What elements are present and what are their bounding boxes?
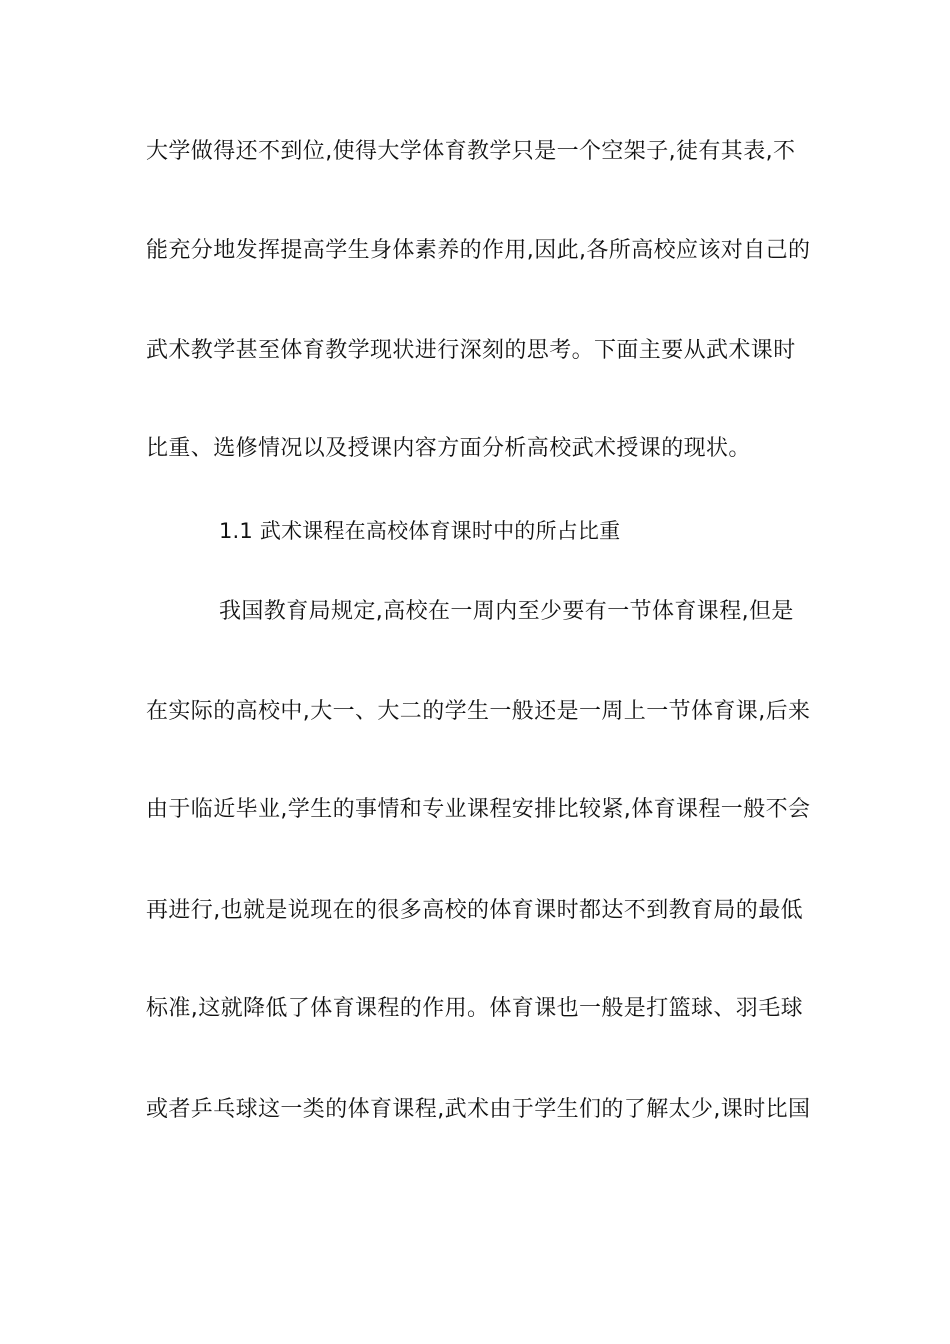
paragraph-line: 在实际的高校中,大一、大二的学生一般还是一周上一节体育课,后来: [146, 699, 811, 724]
paragraph-line: 能充分地发挥提高学生身体素养的作用,因此,各所高校应该对自己的: [146, 238, 811, 263]
paragraph-line: 我国教育局规定,高校在一周内至少要有一节体育课程,但是: [219, 599, 794, 624]
paragraph-line: 武术教学甚至体育教学现状进行深刻的思考。下面主要从武术课时: [146, 338, 796, 363]
paragraph-line: 再进行,也就是说现在的很多高校的体育课时都达不到教育局的最低: [146, 898, 803, 923]
paragraph-line: 由于临近毕业,学生的事情和专业课程安排比较紧,体育课程一般不会: [146, 797, 811, 822]
paragraph-line: 大学做得还不到位,使得大学体育教学只是一个空架子,徒有其表,不: [146, 139, 796, 164]
paragraph-line: 比重、选修情况以及授课内容方面分析高校武术授课的现状。: [146, 436, 751, 461]
paragraph-line: 或者乒乓球这一类的体育课程,武术由于学生们的了解太少,课时比国: [146, 1097, 811, 1122]
paragraph-line: 标准,这就降低了体育课程的作用。体育课也一般是打篮球、羽毛球: [146, 996, 803, 1021]
section-heading: 1.1 武术课程在高校体育课时中的所占比重: [219, 519, 621, 543]
